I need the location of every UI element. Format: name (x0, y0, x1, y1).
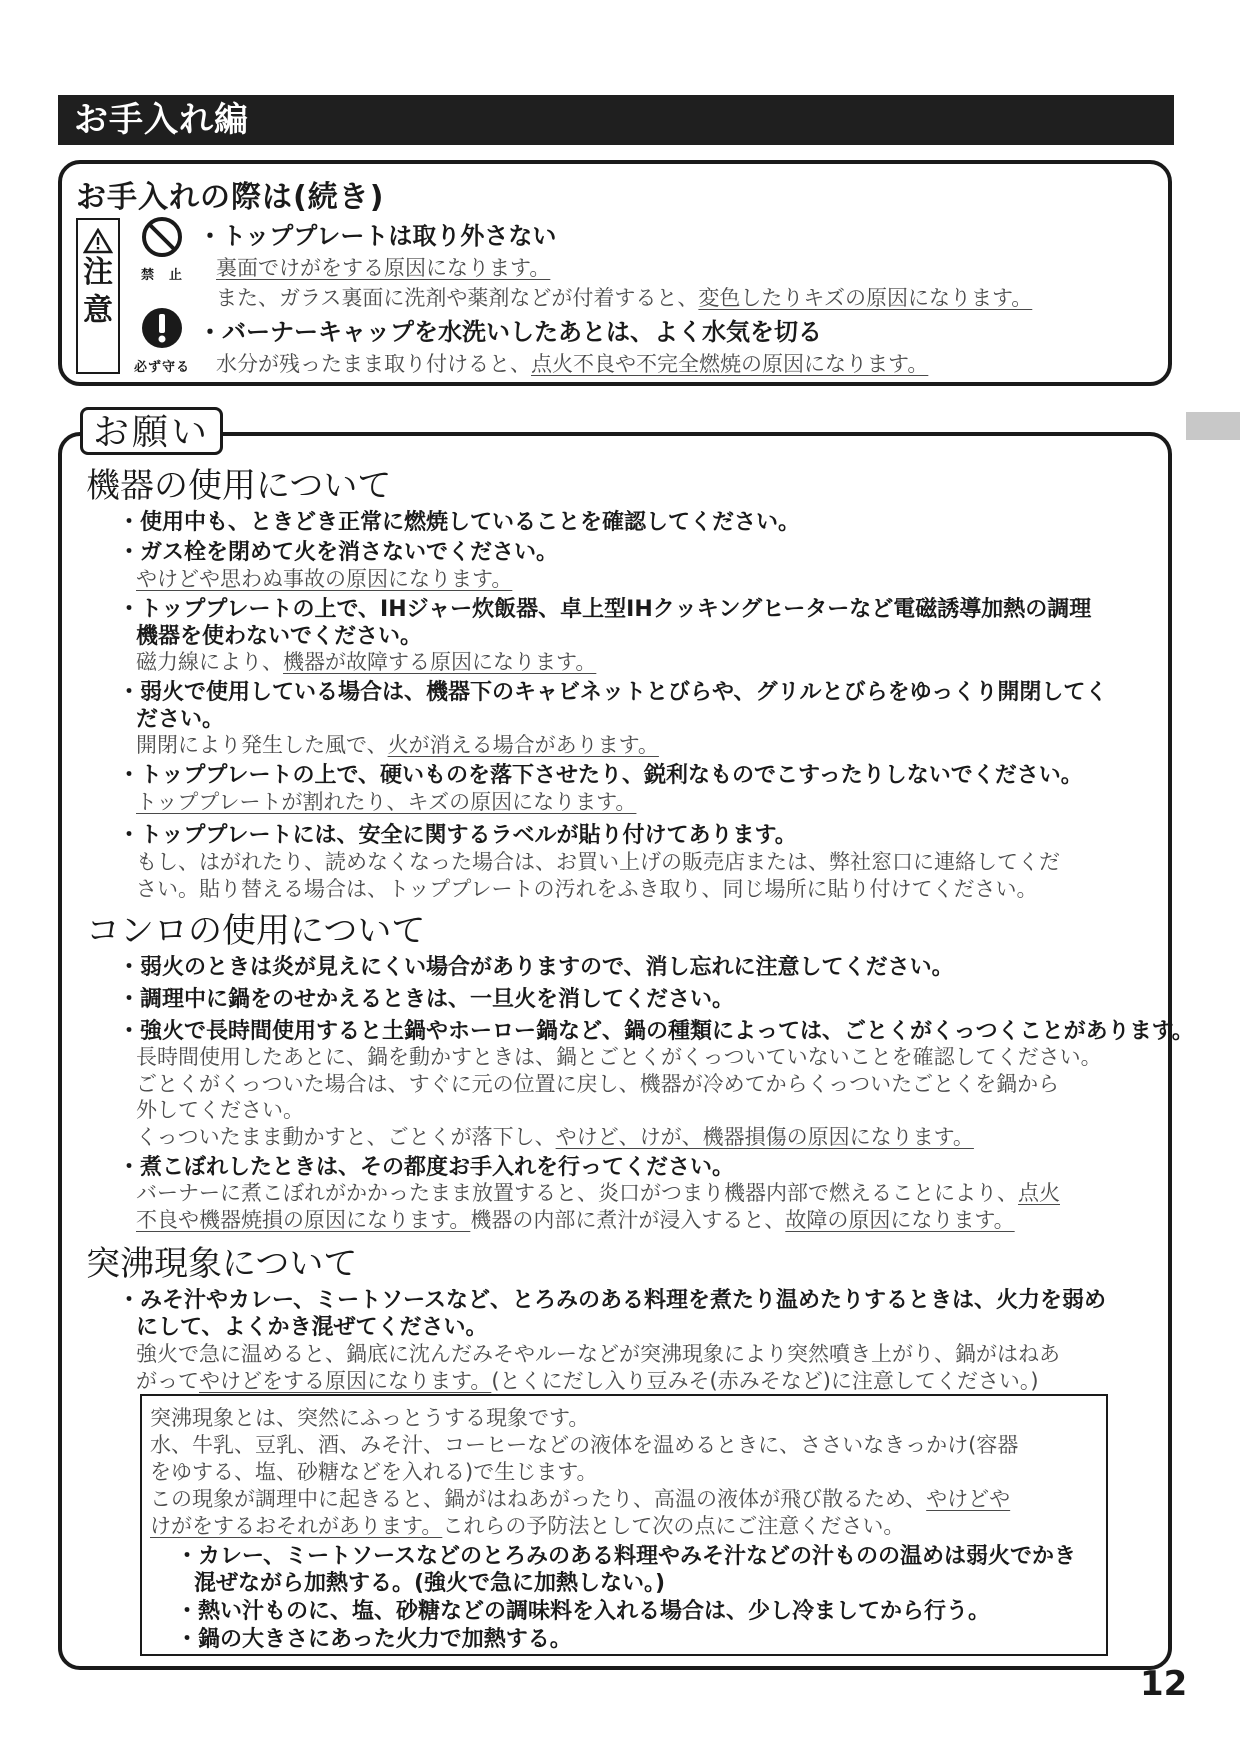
mandatory-symbol (130, 306, 194, 375)
request-title: お願い (80, 407, 223, 455)
item-note: トッププレートが割れたり、キズの原因になります。 (136, 790, 637, 814)
side-index-tab (1186, 412, 1240, 440)
section-title: お手入れ編 (74, 100, 249, 140)
section-heading: コンロの使用について (86, 911, 426, 951)
list-item: ・弱火のときは炎が見えにくい場合がありますので、消し忘れに注意してください。 (118, 955, 954, 980)
info-bullet: ・熱い汁ものに、塩、砂糖などの調味料を入れる場合は、少し冷ましてから行う。 (176, 1599, 991, 1624)
list-item: ・弱火で使用している場合は、機器下のキャビネットとびらや、グリルとびらをゆっくり開閉してく (118, 680, 1108, 705)
info-line: をゆする、塩、砂糖などを入れる)で生じます。 (150, 1460, 598, 1484)
list-item: ・トッププレートには、安全に関するラベルが貼り付けてあります。 (118, 823, 797, 848)
item-note: やけどや思わぬ事故の原因になります。 (136, 567, 513, 591)
section-heading: 突沸現象について (86, 1244, 358, 1284)
item-note: くっついたまま動かすと、ごとくが落下し、やけど、けが、機器損傷の原因になります。 (136, 1125, 974, 1149)
caution-badge-char: 注 (83, 255, 113, 290)
info-bullet-cont: 混ぜながら加熱する。(強火で急に加熱しない。) (194, 1571, 666, 1596)
item-note: バーナーに煮こぼれがかかったまま放置すると、炎口がつまり機器内部で燃えることにより、点火 (136, 1181, 1060, 1205)
list-item: ・使用中も、ときどき正常に燃焼していることを確認してください。 (118, 510, 801, 535)
caution-badge-char: 意 (83, 293, 113, 328)
item-note: 不良や機器焼損の原因になります。機器の内部に煮汁が浸入すると、故障の原因になります。 (136, 1208, 1015, 1232)
caution-box (58, 160, 1172, 386)
item-note: 外してください。 (136, 1098, 304, 1122)
item-note: 長時間使用したあとに、鍋を動かすときは、鍋とごとくがくっついていないことを確認してください。 (136, 1045, 1102, 1069)
prohibited-symbol (130, 216, 194, 283)
caution-item-note: 水分が残ったまま取り付けると、点火不良や不完全燃焼の原因になります。 (216, 352, 929, 376)
item-note: 磁力線により、機器が故障する原因になります。 (136, 650, 597, 674)
info-box (140, 1394, 1108, 1656)
page-number: 12 (1140, 1664, 1188, 1704)
item-note: ごとくがくっついた場合は、すぐに元の位置に戻し、機器が冷めてからくっついたごとくを鍋から (136, 1072, 1060, 1096)
info-line: 水、牛乳、豆乳、酒、みそ汁、コーヒーなどの液体を温めるときに、ささいなきっかけ(容器 (150, 1433, 1019, 1457)
list-item: ・煮こぼれしたときは、その都度お手入れを行ってください。 (118, 1155, 735, 1180)
caution-item-heading: ・バーナーキャップを水洗いしたあとは、よく水気を切る (198, 318, 822, 346)
list-item-cont: にして、よくかき混ぜてください。 (136, 1315, 488, 1340)
info-line: この現象が調理中に起きると、鍋がはねあがったり、高温の液体が飛び散るため、やけどや (150, 1487, 1011, 1511)
item-note: がってやけどをする原因になります。(とくにだし入り豆みそ(赤みそなど)に注意してください。) (136, 1369, 1039, 1393)
caution-item-note: また、ガラス裏面に洗剤や薬剤などが付着すると、変色したりキズの原因になります。 (216, 286, 1033, 310)
list-item: ・トッププレートの上で、硬いものを落下させたり、鋭利なものでこすったりしないでください。 (118, 763, 1083, 788)
prohibited-icon (141, 216, 183, 258)
mandatory-label: 必ず守る (133, 360, 190, 375)
caution-item-heading: ・トッププレートは取り外さない (198, 222, 557, 250)
list-item: ・ガス栓を閉めて火を消さないでください。 (118, 540, 559, 565)
item-note: 開閉により発生した風で、火が消える場合があります。 (136, 733, 659, 757)
item-note: さい。貼り替える場合は、トッププレートの汚れをふき取り、同じ場所に貼り付けてください。 (136, 877, 1038, 901)
warning-icon (83, 228, 113, 254)
caution-badge (76, 218, 120, 374)
info-bullet: ・鍋の大きさにあった火力で加熱する。 (176, 1627, 572, 1652)
section-header (58, 95, 1174, 145)
info-bullet: ・カレー、ミートソースなどのとろみのある料理やみそ汁などの汁ものの温めは弱火でかき (176, 1544, 1077, 1569)
exclamation-icon (140, 306, 184, 350)
section-heading: 機器の使用について (86, 466, 392, 506)
info-line: けがをするおそれがあります。これらの予防法として次の点にご注意ください。 (150, 1514, 905, 1538)
item-note: 強火で急に温めると、鍋底に沈んだみそやルーなどが突沸現象により突然噴き上がり、鍋がはねあ (136, 1342, 1060, 1366)
list-item: ・強火で長時間使用すると土鍋やホーロー鍋など、鍋の種類によっては、ごとくがくっつくことがあります。 (118, 1019, 1194, 1044)
list-item: ・トッププレートの上で、IHジャー炊飯器、卓上型IHクッキングヒーターなど電磁誘導加熱の調理 (118, 597, 1092, 622)
prohibited-label: 禁 止 (140, 268, 183, 283)
item-note: もし、はがれたり、読めなくなった場合は、お買い上げの販売店または、弊社窓口に連絡してくだ (136, 850, 1060, 874)
list-item: ・調理中に鍋をのせかえるときは、一旦火を消してください。 (118, 987, 735, 1012)
list-item-cont: ださい。 (136, 707, 225, 732)
caution-item-note: 裏面でけがをする原因になります。 (216, 256, 551, 280)
info-line: 突沸現象とは、突然にふっとうする現象です。 (150, 1406, 590, 1430)
list-item-cont: 機器を使わないでください。 (136, 624, 423, 649)
caution-title: お手入れの際は(続き) (76, 180, 385, 215)
list-item: ・みそ汁やカレー、ミートソースなど、とろみのある料理を煮たり温めたりするときは、火力を弱め (118, 1288, 1107, 1313)
